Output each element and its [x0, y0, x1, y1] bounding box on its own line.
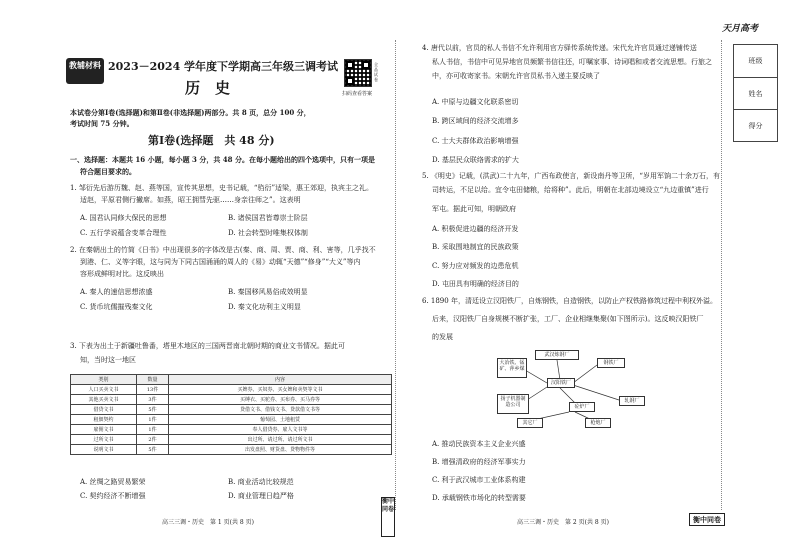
section-instr-2: 符合题目要求的。 — [80, 167, 136, 176]
table-row — [71, 415, 392, 425]
q4-line-2: 私人书信，书信中可见异地官员频繁书信往还，叮嘱家事、诗词唱和或者交流思想。行旅之 — [432, 58, 712, 66]
table-cell: 买婢券、买奴券、买女婢和卖契等文书 — [169, 385, 392, 395]
diagram-node-top: 武汉炼钢厂 — [535, 350, 579, 360]
brand-logo: 教辅材料 — [66, 58, 104, 84]
subject-title: 历 史 — [185, 79, 231, 97]
q2-option-c[interactable]: C. 货币坑儒摧残秦文化 — [80, 303, 153, 311]
q2-option-b[interactable]: B. 秦国移风易俗成效明显 — [228, 288, 308, 296]
q6-line-2: 后来，汉阳铁厂自身规模不断扩张，工厂、企业相继集聚(如下图所示)。这反映汉阳铁厂 — [432, 315, 704, 323]
qr-code[interactable] — [344, 59, 372, 87]
q3-option-a[interactable]: A. 丝绸之路贸易繁荣 — [80, 478, 146, 486]
diagram-node-right-mid: 轧钢厂 — [619, 396, 645, 406]
intro-line-2: 考试时间 75 分钟。 — [70, 119, 134, 128]
diagram-node-bottom-center: 砼炉厂 — [569, 402, 595, 412]
q1-option-a[interactable]: A. 国君认同修大保民的思想 — [80, 214, 167, 222]
q6-line-1: 6. 1890 年，清廷设立汉阳铁厂，自炼钢铁，自造钢铁，以防止产权铁路修筑过程中利权外溢。 — [422, 297, 717, 305]
table-row — [71, 405, 392, 415]
table-cell: 1件 — [137, 425, 169, 435]
q4-line-3: 中，亦可收寄家书。宋朝允许官员私书入递主要反映了 — [432, 72, 600, 80]
diagram-node-bottom-left: 其它厂 — [517, 418, 543, 428]
table-cell: 葡萄园、土地租赁 — [169, 415, 392, 425]
q3-line-1: 3. 下表为出土于新疆吐鲁番，塔里木地区的三国两晋南北朝时期的商业文书情况。据此可 — [70, 342, 345, 350]
brand-label: 天月高考 — [722, 24, 759, 34]
table-cell: 租佃契约 — [71, 415, 137, 425]
qr-caption: 扫码查看答案 — [342, 91, 373, 97]
table-cell: 5件 — [137, 405, 169, 415]
section-title: 第Ⅰ卷(选择题 共 48 分) — [148, 134, 275, 147]
table-cell: 贷借文书、借钱文书、贷款借文书等 — [169, 405, 392, 415]
table-cell: 出发盘照、财货盘、贷物物件等 — [169, 445, 392, 455]
q2-line-3: 容形成鲜明对比。这反映出 — [80, 270, 164, 278]
diagram-node-center: 汉阳铁厂 — [547, 378, 575, 388]
table-cell: 奉人借贷券、雇人文书等 — [169, 425, 392, 435]
table-cell: 2件 — [137, 435, 169, 445]
page-footer-right: 高三三调・历史 第 2 页(共 8 页) — [517, 519, 609, 526]
name-field[interactable]: 姓名 — [734, 78, 777, 111]
sidebar-divider — [721, 40, 722, 510]
footer-brand: 衡中同卷 — [689, 513, 725, 526]
q6-option-a[interactable]: A. 推动民族资本主义企业兴盛 — [432, 440, 526, 448]
table-row — [71, 425, 392, 435]
q2-line-1: 2. 在秦朝出土的竹简《日书》中出现很多的字体改是古(秦、商、周、贾、商、利、害等，几乎找不 — [70, 246, 376, 254]
table-cell: 1件 — [137, 415, 169, 425]
table-row — [71, 395, 392, 405]
q5-option-b[interactable]: B. 采取围地制宜的民族政策 — [432, 243, 519, 251]
q4-line-1: 4. 唐代以前，官员的私人书信不允许利用官方驿传系统传递。宋代允许官员通过递铺传送 — [422, 44, 697, 52]
qr-side: 全品试卷 — [374, 62, 378, 82]
q5-option-c[interactable]: C. 努力应对频发的边患危机 — [432, 262, 519, 270]
table-cell: 借贷文书 — [71, 405, 137, 415]
table-row — [71, 445, 392, 455]
q1-option-c[interactable]: C. 五行学说蕴含变革合理性 — [80, 229, 167, 237]
q4-option-d[interactable]: D. 基层民众联络需求的扩大 — [432, 156, 519, 164]
table-cell: 过所文书 — [71, 435, 137, 445]
q1-option-d[interactable]: D. 社会转型时唯集权体制 — [228, 229, 308, 237]
q6-option-b[interactable]: B. 增强清政府的经济军事实力 — [432, 458, 526, 466]
student-info-box — [733, 44, 778, 142]
q3-option-b[interactable]: B. 商业活动比较规范 — [228, 478, 294, 486]
page-divider — [395, 40, 396, 510]
table-cell: 3件 — [137, 395, 169, 405]
q6-option-d[interactable]: D. 承载钢铁市场化的转型需要 — [432, 494, 526, 502]
q5-option-d[interactable]: D. 屯田具有明确的经济目的 — [432, 280, 519, 288]
q1-line-2: 适赵，平原君侧行撇席。如燕，昭王拥彗先驱……身亲往师之”。这表明 — [80, 196, 301, 204]
table-cell: 出过所、请过所、请过所文书 — [169, 435, 392, 445]
diagram-node-left-bottom: 扬子机器制造公司 — [497, 394, 529, 414]
q3-line-2: 知，当时这一地区 — [80, 356, 136, 364]
q4-option-c[interactable]: C. 士大夫群体政治影响增强 — [432, 137, 519, 145]
q6-line-3: 的发展 — [432, 333, 453, 341]
table-cell: 买缚衣、买驼券、买布券、买马券等 — [169, 395, 392, 405]
q1-line-1: 1. 邹衍先后游历魏、赵、燕等国，宣传其思想，史书记载，“驺衍”适梁，惠王郊迎，执宾主之礼。 — [70, 184, 374, 192]
q2-line-2: 到港、仁、义等字眼，这与同为下同古国涌涌的周人的《易》动辄“天德”“修身”“大义”等内 — [80, 258, 361, 266]
table-header: 类别 — [71, 375, 137, 385]
score-field[interactable]: 得分 — [748, 122, 763, 131]
table-row — [71, 435, 392, 445]
table-cell: 13件 — [137, 385, 169, 395]
table-header: 内容 — [169, 375, 392, 385]
q2-option-a[interactable]: A. 秦人的速信思想浓盛 — [80, 288, 153, 296]
stamp-seal: 衡中同卷 — [381, 497, 395, 537]
table-cell: 其他买卖文书 — [71, 395, 137, 405]
q5-line-3: 军屯。据此可知，明朝政府 — [432, 205, 516, 213]
page-footer-left: 高三三调・历史 第 1 页(共 8 页) — [162, 519, 254, 526]
table-header: 数量 — [137, 375, 169, 385]
section-instr-1: 一、选择题：本题共 16 小题，每小题 3 分，共 48 分。在每小题给出的四个选项中，只有一项是 — [70, 155, 375, 164]
q4-option-a[interactable]: A. 中原与边疆文化联系密切 — [432, 98, 519, 106]
table-cell: 说明文书 — [71, 445, 137, 455]
q4-option-b[interactable]: B. 跨区域间的经济交流增多 — [432, 117, 519, 125]
table-row — [71, 385, 392, 395]
table-cell: 人口买卖文书 — [71, 385, 137, 395]
q5-option-a[interactable]: A. 积极促进边疆的经济开发 — [432, 225, 519, 233]
q5-line-1: 5. 《明史》记载，(洪武)二十九年，广西布政使言，新设南丹等卫所，“岁用军饷二十余万石，有 — [422, 172, 720, 180]
q1-option-b[interactable]: B. 诸侯国君皆尊崇士阶层 — [228, 214, 308, 222]
q3-option-c[interactable]: C. 契约经济不断增强 — [80, 492, 146, 500]
q3-option-d[interactable]: D. 商业管理日趋严格 — [228, 492, 294, 500]
q3-table — [70, 374, 392, 455]
diagram-node-right-top: 钢铁厂 — [597, 358, 625, 368]
q2-option-d[interactable]: D. 秦文化功利主义明显 — [228, 303, 301, 311]
diagram-node-bottom-right: 枪炮厂 — [585, 418, 611, 428]
table-cell: 雇佣文书 — [71, 425, 137, 435]
class-field[interactable]: 班级 — [734, 45, 777, 78]
table-header-row — [71, 375, 392, 385]
q5-line-2: 司转运，不足以给。宜令屯田储粮，给将种”。此后，明朝在北部边境设立“九边重镇”进行 — [432, 186, 709, 194]
table-cell: 5件 — [137, 445, 169, 455]
intro-line-1: 本试卷分第Ⅰ卷(选择题)和第Ⅱ卷(非选择题)两部分。共 8 页，总分 100 分， — [70, 108, 311, 117]
diagram-node-left-top: 大冶铁、锰矿、萍乡煤 — [497, 358, 527, 378]
q6-option-c[interactable]: C. 利于武汉城市工业体系构建 — [432, 476, 526, 484]
exam-title: 2023－2024 学年度下学期高三年级三调考试 — [108, 60, 339, 73]
